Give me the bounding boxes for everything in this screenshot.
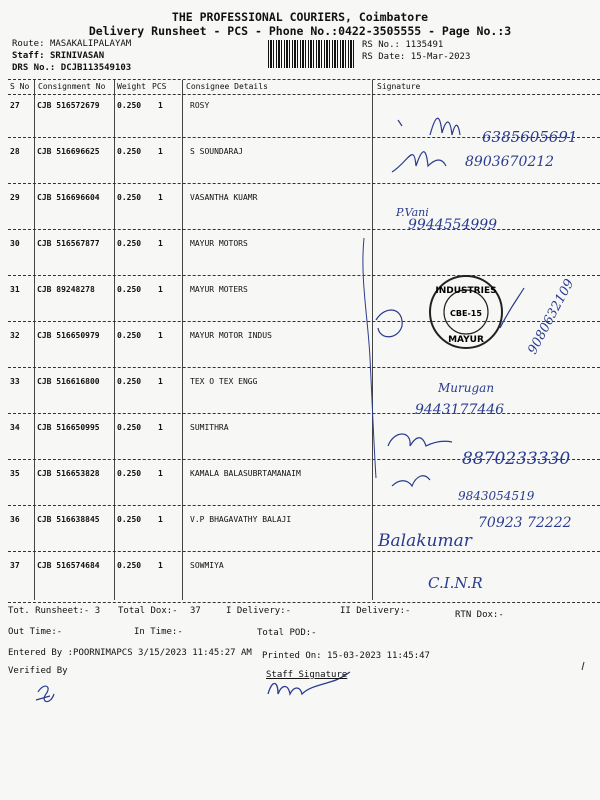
handwritten-phone: 6385605691 (482, 128, 578, 146)
row-weight: 0.250 (117, 147, 142, 156)
row-consignment-no: CJB 516567877 (37, 239, 100, 248)
rs-no-value: 1135491 (405, 40, 444, 50)
total-dox-value: 37 (190, 606, 201, 616)
handwritten-initials: C.I.N.R (428, 574, 483, 592)
signature-scribble (376, 310, 402, 337)
col-sno: S No (10, 82, 30, 91)
ii-delivery: II Delivery:- (340, 606, 411, 616)
row-weight: 0.250 (117, 469, 142, 478)
handwritten-phone: 8903670212 (465, 154, 555, 170)
row-consignee: ROSY (190, 101, 210, 110)
row-sno: 32 (10, 331, 20, 340)
row-consignment-no: CJB 516696604 (37, 193, 100, 202)
company-stamp (430, 276, 502, 348)
row-pcs: 1 (158, 147, 163, 156)
row-weight: 0.250 (117, 101, 142, 110)
row-weight: 0.250 (117, 331, 142, 340)
row-consignment-no: CJB 516638845 (37, 515, 100, 524)
signature-scribble (392, 476, 430, 486)
row-consignment-no: CJB 89248278 (37, 285, 95, 294)
row-sno: 30 (10, 239, 20, 248)
handwritten-phone: 70923 72222 (478, 515, 572, 531)
entered-by: Entered By :POORNIMAPCS 3/15/2023 11:45:27 AM (8, 648, 252, 658)
row-weight: 0.250 (117, 423, 142, 432)
row-sno: 37 (10, 561, 20, 570)
row-consignee: S SOUNDARAJ (190, 147, 243, 156)
handwritten-line (363, 238, 376, 478)
tot-runsheet: Tot. Runsheet:- 3 (8, 606, 101, 616)
verified-by: Verified By (8, 666, 68, 676)
pen-mark (582, 662, 584, 670)
row-pcs: 1 (158, 423, 163, 432)
row-sno: 28 (10, 147, 20, 156)
row-weight: 0.250 (117, 193, 142, 202)
signature-scribble (500, 288, 524, 328)
row-pcs: 1 (158, 561, 163, 570)
row-pcs: 1 (158, 331, 163, 340)
row-consignee: MAYUR MOTORS (190, 239, 248, 248)
stamp-line2: MAYUR (448, 335, 484, 345)
row-sno: 34 (10, 423, 20, 432)
handwritten-phone: 9080632109 (525, 276, 578, 357)
row-pcs: 1 (158, 239, 163, 248)
signature-scribble (398, 118, 460, 135)
row-consignment-no: CJB 516696625 (37, 147, 100, 156)
route-value: MASAKALIPALAYAM (49, 39, 132, 49)
signature-scribble (388, 434, 452, 446)
in-time: In Time:- (134, 627, 183, 637)
rs-date-value: 15-Mar-2023 (410, 52, 471, 62)
row-pcs: 1 (158, 377, 163, 386)
company-title: THE PROFESSIONAL COURIERS, Coimbatore (171, 10, 429, 24)
row-pcs: 1 (158, 515, 163, 524)
col-pcs: PCS (152, 82, 167, 91)
row-consignee: MAYUR MOTERS (190, 285, 248, 294)
rs-date-label: RS Date: (362, 52, 406, 62)
staff-signature-label: Staff Signature (266, 670, 348, 680)
stamp-center: CBE-15 (450, 309, 482, 318)
row-weight: 0.250 (117, 285, 142, 294)
handwritten-phone: 9944554999 (408, 217, 498, 233)
staff-label: Staff: (12, 51, 45, 61)
row-weight: 0.250 (117, 561, 142, 570)
handwritten-phone: 9843054519 (458, 489, 535, 503)
row-consignee: MAYUR MOTOR INDUS (190, 331, 272, 340)
row-sno: 31 (10, 285, 20, 294)
col-consignment: Consignment No (38, 82, 106, 91)
handwritten-phone: 8870233330 (462, 449, 571, 469)
out-time: Out Time:- (8, 627, 63, 637)
row-consignment-no: CJB 516653828 (37, 469, 100, 478)
footer-divider (8, 602, 600, 603)
row-consignee: TEX O TEX ENGG (190, 377, 258, 386)
row-consignee: VASANTHA KUAMR (190, 193, 258, 202)
row-consignee: SUMITHRA (190, 423, 229, 432)
row-pcs: 1 (158, 101, 163, 110)
row-consignee: SOWMIYA (190, 561, 224, 570)
row-weight: 0.250 (117, 377, 142, 386)
row-consignment-no: CJB 516574684 (37, 561, 100, 570)
row-pcs: 1 (158, 285, 163, 294)
col-consignee: Consignee Details (186, 82, 268, 91)
row-consignment-no: CJB 516650979 (37, 331, 100, 340)
row-consignment-no: CJB 516650995 (37, 423, 100, 432)
row-consignee: V.P BHAGAVATHY BALAJI (190, 515, 292, 524)
row-sno: 29 (10, 193, 20, 202)
drs-label: DRS No.: (12, 63, 56, 73)
row-sno: 36 (10, 515, 20, 524)
handwritten-name: Murugan (438, 381, 495, 395)
row-pcs: 1 (158, 469, 163, 478)
handwritten-phone: 9443177446 (415, 402, 505, 418)
col-signature: Signature (377, 82, 421, 91)
signature-scribble (392, 152, 446, 172)
row-consignee: KAMALA BALASUBRTAMANAIM (190, 469, 301, 478)
runsheet-subtitle: Delivery Runsheet - PCS - Phone No.:0422-3505555 - Page No.:3 (88, 24, 512, 38)
rs-no-label: RS No.: (362, 40, 400, 50)
col-weight: Weight (117, 82, 146, 91)
printed-on: Printed On: 15-03-2023 11:45:47 (262, 651, 430, 661)
verified-signature (36, 686, 54, 702)
total-dox-label: Total Dox:- (118, 606, 178, 616)
row-weight: 0.250 (117, 239, 142, 248)
row-consignment-no: CJB 516572679 (37, 101, 100, 110)
stamp-line1: INDUSTRIES (435, 286, 497, 296)
rtn-dox: RTN Dox:- (455, 610, 504, 620)
handwritten-name: Balakumar (378, 531, 472, 551)
row-pcs: 1 (158, 193, 163, 202)
total-pod: Total POD:- (257, 628, 317, 638)
i-delivery: I Delivery:- (226, 606, 292, 616)
handwritten-name: P.Vani (396, 206, 429, 219)
staff-value: SRINIVASAN (49, 51, 105, 61)
row-consignment-no: CJB 516616800 (37, 377, 100, 386)
row-weight: 0.250 (117, 515, 142, 524)
row-sno: 27 (10, 101, 20, 110)
drs-value: DCJB113549103 (60, 63, 132, 73)
row-sno: 33 (10, 377, 20, 386)
row-sno: 35 (10, 469, 20, 478)
route-label: Route: (12, 39, 45, 49)
